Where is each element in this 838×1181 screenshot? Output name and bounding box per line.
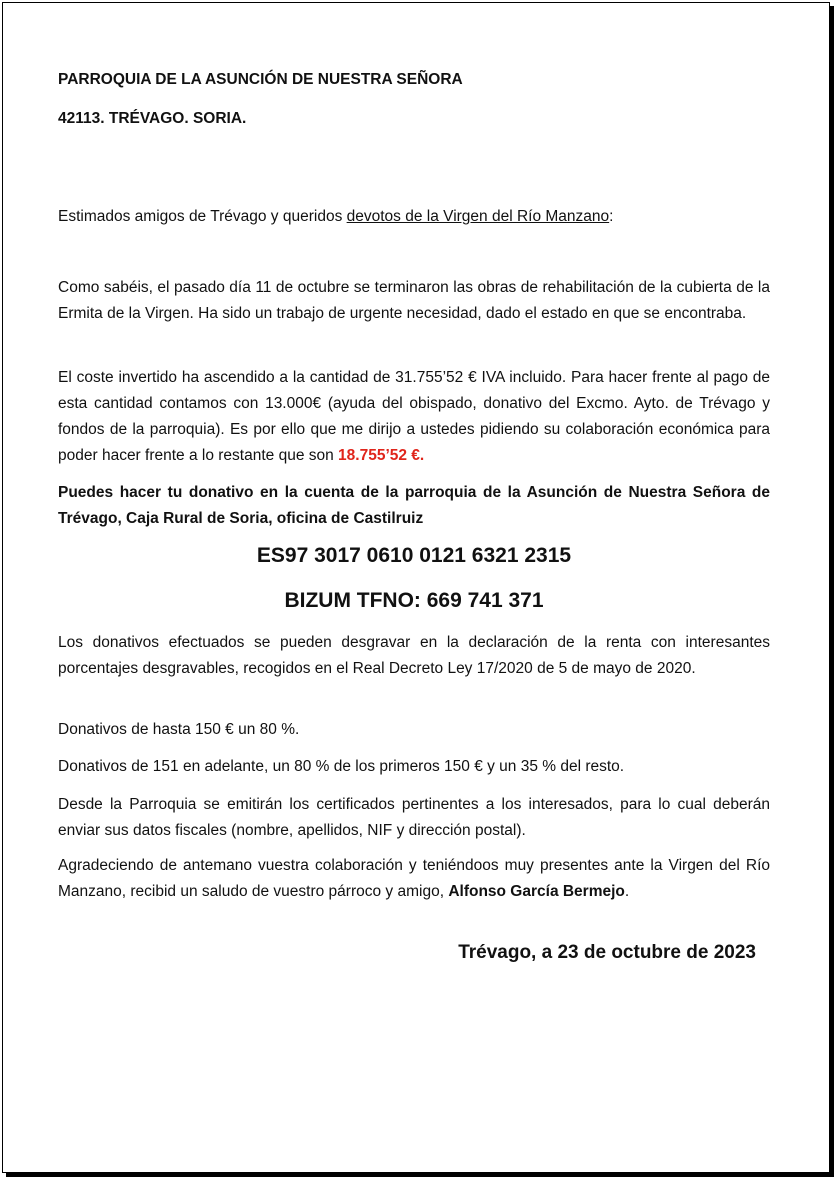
iban-number: ES97 3017 0610 0121 6321 2315 <box>256 544 572 567</box>
remaining-amount: 18.755’52 €. <box>338 447 425 464</box>
paragraph-certificates: Desde la Parroquia se emitirán los certificados pertinentes a los interesados, para lo cual deberán enviar sus datos fiscales (nombre, apellidos, NIF y dirección postal). <box>58 796 770 839</box>
paragraph-works: Como sabéis, el pasado día 11 de octubre se terminaron las obras de rehabilitación de la cubierta de la Ermita de la Virgen. Ha sido un trabajo de urgente necesidad, dado el estado en que se encontraba. <box>58 279 770 322</box>
parish-address: 42113. TRÉVAGO. SORIA. <box>58 110 247 127</box>
closing-text: Agradeciendo de antemano vuestra colaboración y teniéndoos muy presentes ante la Virgen del Río Manzano, recibid un saludo de vuestro párroco y amigo, <box>58 857 770 900</box>
bizum-phone: BIZUM TFNO: 669 741 371 <box>284 589 544 612</box>
paragraph-rate-2: Donativos de 151 en adelante, un 80 % de los primeros 150 € y un 35 % del resto. <box>58 758 625 775</box>
greeting <box>58 204 770 230</box>
paragraph-cost <box>58 365 770 469</box>
greeting-suffix: : <box>609 208 614 225</box>
paragraph-closing <box>58 853 770 905</box>
paragraph-donation-account: Puedes hacer tu donativo en la cuenta de la parroquia de la Asunción de Nuestra Señora de Trévago, Caja Rural de Soria, oficina de Castilruiz <box>58 484 770 527</box>
greeting-underlined: devotos de la Virgen del Río Manzano <box>346 208 610 225</box>
document-page <box>2 2 830 1173</box>
paragraph-rate-1: Donativos de hasta 150 € un 80 %. <box>58 721 300 738</box>
parish-name: PARROQUIA DE LA ASUNCIÓN DE NUESTRA SEÑORA <box>58 71 463 88</box>
priest-name: Alfonso García Bermejo <box>448 883 625 900</box>
place-date-signature: Trévago, a 23 de octubre de 2023 <box>458 942 756 963</box>
greeting-prefix: Estimados amigos de Trévago y queridos <box>58 208 347 225</box>
closing-end: . <box>624 883 630 900</box>
paragraph-tax-deduction: Los donativos efectuados se pueden desgravar en la declaración de la renta con interesantes porcentajes desgravables, recogidos en el Real Decreto Ley 17/2020 de 5 de mayo de 2020. <box>58 634 770 677</box>
paragraph-cost-text: El coste invertido ha ascendido a la cantidad de 31.755’52 € IVA incluido. Para hacer frente al pago de esta cantidad contamos con 13.000€ (ayuda del obispado, donativo del Excmo. Ayto. de Trévago y fondos de la parroquia). Es por ello que me dirijo a ustedes pidiendo su colaboración económica para poder hacer frente a lo restante que son <box>58 369 770 464</box>
